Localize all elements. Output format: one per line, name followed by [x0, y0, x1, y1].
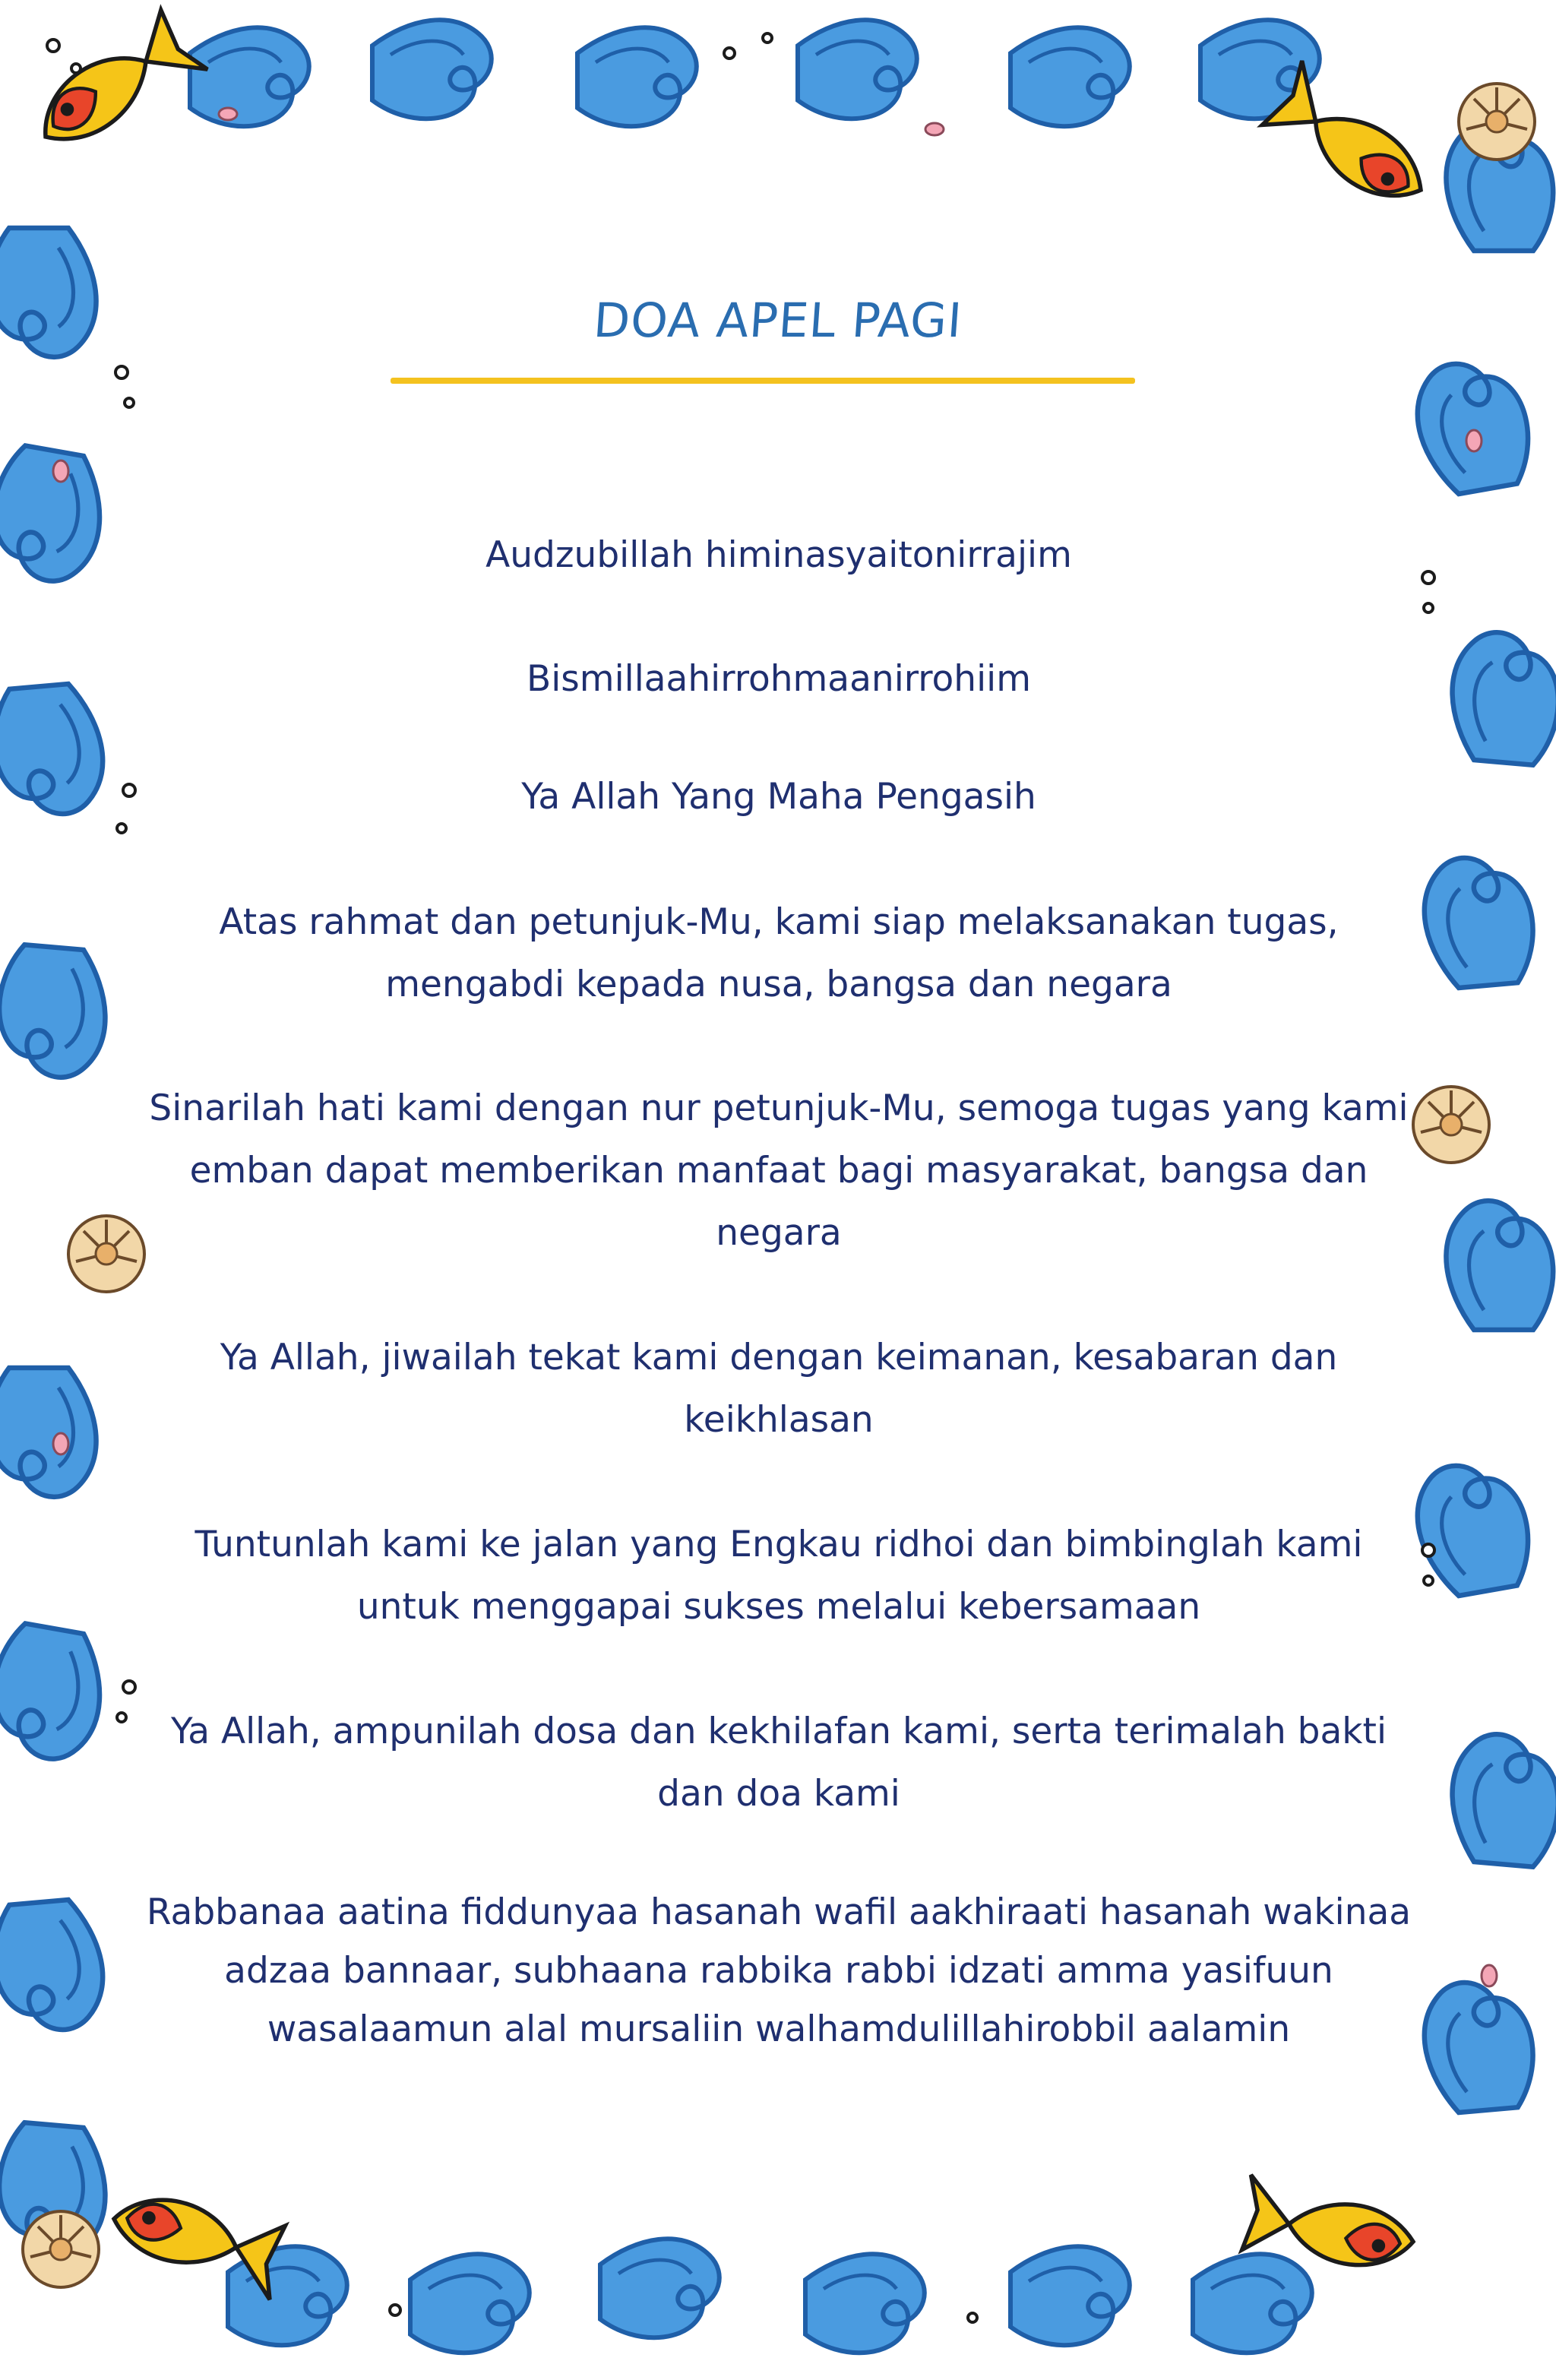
right-border	[1409, 122, 1556, 2115]
page-title: DOA APEL PAGI	[592, 293, 964, 348]
paragraph-3: Ya Allah Yang Maha Pengasih	[521, 776, 1036, 818]
left-border	[0, 228, 111, 2258]
paragraph-1: Audzubillah himinasyaitonirrajim	[485, 534, 1072, 576]
paragraph-2: Bismillaahirrohmaanirrohiim	[527, 658, 1031, 700]
bottom-border	[228, 2239, 1312, 2353]
top-border	[190, 20, 1320, 126]
paragraph-5: Sinarilah hati kami dengan nur petunjuk-Mu, semoga tugas yang kami emban dapat memberikan manfaat bagi masyarakat, bangsa dan negara	[149, 1087, 1409, 1254]
paragraph-4: Atas rahmat dan petunjuk-Mu, kami siap melaksanakan tugas, mengabdi kepada nusa, bangsa dan negara	[219, 901, 1339, 1005]
paragraph-8: Ya Allah, ampunilah dosa dan kekhilafan kami, serta terimalah bakti dan doa kami	[170, 1711, 1387, 1815]
paragraph-6: Ya Allah, jiwailah tekat kami dengan keimanan, kesabaran dan keikhlasan	[220, 1337, 1338, 1441]
paragraph-9: Rabbanaa aatina fiddunyaa hasanah wafil aakhiraati hasanah wakinaa adzaa bannaar, subhaana rabbika rabbi idzati amma yasifuun wasalaamun alal mursaliin walhamdulillahirobbil aalamin	[146, 1891, 1412, 2050]
title-underline	[391, 378, 1135, 384]
paragraph-7: Tuntunlah kami ke jalan yang Engkau ridhoi dan bimbinglah kami untuk menggapai sukses melalui kebersamaan	[194, 1524, 1363, 1628]
